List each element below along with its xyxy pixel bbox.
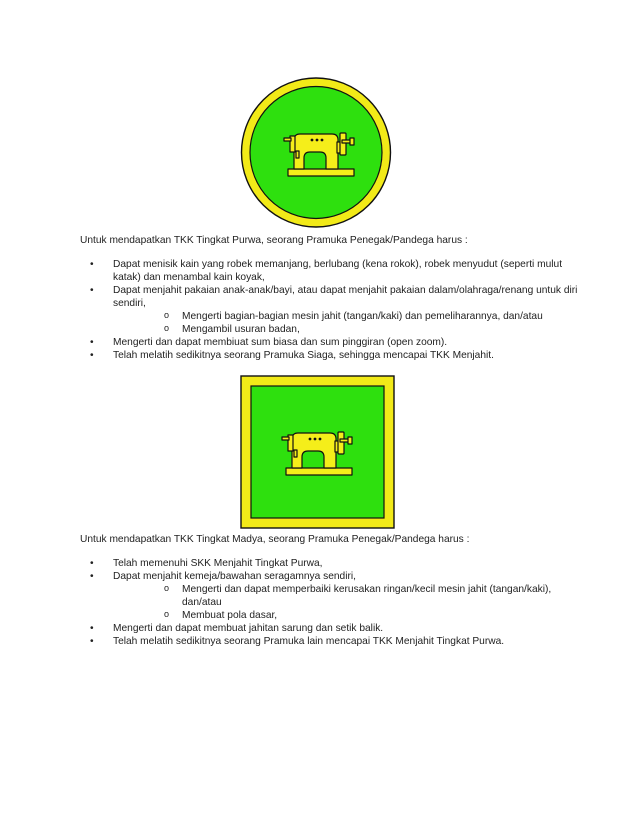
badge-inner-square bbox=[251, 386, 384, 518]
list-item-text: Dapat menisik kain yang robek memanjang, berlubang (kena rokok), robek menyudut (seperti mulut katak) dan menambal kain koyak, bbox=[113, 259, 563, 283]
list-item-text: Dapat menjahit kemeja/bawahan seragamnya sendiri, bbox=[113, 571, 356, 582]
sub-list-item: o Mengerti dan dapat memperbaiki kerusakan ringan/kecil mesin jahit (tangan/kaki), dan/atau bbox=[113, 583, 580, 609]
sub-list bbox=[113, 583, 580, 622]
list-item-text: Mengerti dan dapat membuat jahitan sarung dan setik balik. bbox=[113, 623, 384, 634]
list-item-text: Telah melatih sedikitnya seorang Pramuka Siaga, sehingga mencapai TKK Menjahit. bbox=[113, 350, 494, 361]
sub-list-item: o Mengerti bagian-bagian mesin jahit (tangan/kaki) dan pemeliharannya, dan/atau bbox=[113, 310, 580, 323]
list-item bbox=[80, 349, 580, 362]
tkk-purwa-badge bbox=[240, 76, 392, 229]
madya-requirements-list bbox=[80, 557, 580, 648]
list-item bbox=[80, 336, 580, 349]
tkk-madya-badge bbox=[240, 375, 395, 529]
purwa-requirements-intro: Untuk mendapatkan TKK Tingkat Purwa, seorang Pramuka Penegak/Pandega harus : bbox=[80, 235, 468, 246]
sub-list-item: o Mengambil usuran badan, bbox=[113, 323, 580, 336]
list-item bbox=[80, 284, 580, 336]
list-item bbox=[80, 622, 580, 635]
list-item-text: Telah melatih sedikitnya seorang Pramuka lain mencapai TKK Menjahit Tingkat Purwa. bbox=[113, 636, 505, 647]
list-item bbox=[80, 557, 580, 570]
list-item bbox=[80, 635, 580, 648]
list-item bbox=[80, 258, 580, 284]
list-item-text: Mengerti dan dapat membiuat sum biasa dan sum pinggiran (open zoom). bbox=[113, 337, 448, 348]
list-item-text: Telah memenuhi SKK Menjahit Tingkat Purwa, bbox=[113, 558, 323, 569]
madya-requirements-intro: Untuk mendapatkan TKK Tingkat Madya, seorang Pramuka Penegak/Pandega harus : bbox=[80, 534, 470, 545]
list-item bbox=[80, 570, 580, 622]
sub-list bbox=[113, 310, 580, 336]
sub-list-item: o Membuat pola dasar, bbox=[113, 609, 580, 622]
purwa-requirements-list bbox=[80, 258, 580, 362]
list-item-text: Dapat menjahit pakaian anak-anak/bayi, atau dapat menjahit pakaian dalam/olahraga/renang untuk diri sendiri, bbox=[113, 285, 578, 309]
